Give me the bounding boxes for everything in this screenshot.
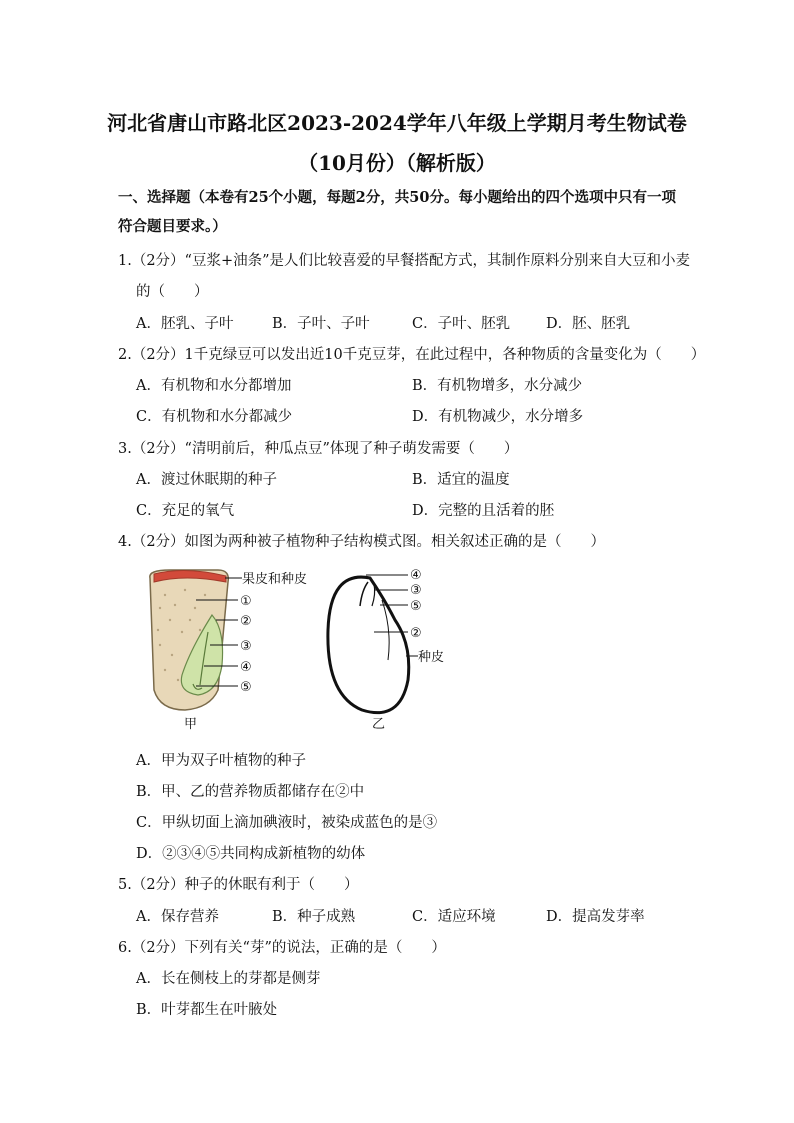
label-yi-2: ② <box>410 626 422 641</box>
q4-option-c[interactable]: C．甲纵切面上滴加碘液时，被染成蓝色的是③ <box>136 815 438 831</box>
q1-option-c[interactable]: C．子叶、胚乳 <box>412 316 511 332</box>
q1-option-b[interactable]: B．子叶、子叶 <box>272 316 370 332</box>
q1-stem-cont: 的（ ） <box>136 284 209 300</box>
label-jia: 甲 <box>184 717 198 732</box>
label-jia-4: ④ <box>240 660 252 675</box>
q2-option-c[interactable]: C．有机物和水分都减少 <box>136 409 293 425</box>
label-yi-4: ④ <box>410 568 422 583</box>
page-title: 河北省唐山市路北区2023-2024学年八年级上学期月考生物试卷 <box>107 111 687 135</box>
q2-option-b[interactable]: B．有机物增多，水分减少 <box>412 378 583 394</box>
q5-option-d[interactable]: D．提高发芽率 <box>546 909 645 925</box>
q4-option-a[interactable]: A．甲为双子叶植物的种子 <box>136 753 306 769</box>
q4-option-d[interactable]: D．②③④⑤共同构成新植物的幼体 <box>136 846 366 862</box>
corn-seed-diagram <box>150 570 242 710</box>
q6-stem: 6.（2分）下列有关“芽”的说法，正确的是（ ） <box>118 940 446 956</box>
q5-stem: 5.（2分）种子的休眠有利于（ ） <box>118 877 359 893</box>
seed-structure-figure <box>130 560 460 740</box>
q6-option-b[interactable]: B．叶芽都生在叶腋处 <box>136 1002 278 1018</box>
bean-seed-diagram <box>328 575 418 713</box>
q3-option-c[interactable]: C．充足的氧气 <box>136 503 235 519</box>
label-yi-5: ⑤ <box>410 599 422 614</box>
q2-stem: 2.（2分）1千克绿豆可以发出近10千克豆芽，在此过程中，各种物质的含量变化为（ ） <box>118 347 706 363</box>
section-heading-cont: 符合题目要求。） <box>118 218 227 235</box>
q3-option-d[interactable]: D．完整的且活着的胚 <box>412 503 555 519</box>
q2-option-d[interactable]: D．有机物减少，水分增多 <box>412 409 584 425</box>
label-jia-2: ② <box>240 614 252 629</box>
label-jia-1: ① <box>240 594 252 609</box>
q4-stem: 4.（2分）如图为两种被子植物种子结构模式图。相关叙述正确的是（ ） <box>118 534 606 550</box>
q3-stem: 3.（2分）“清明前后，种瓜点豆”体现了种子萌发需要（ ） <box>118 441 519 457</box>
label-yi: 乙 <box>372 717 386 732</box>
q1-option-a[interactable]: A．胚乳、子叶 <box>136 316 234 332</box>
label-jia-5: ⑤ <box>240 680 252 695</box>
q4-option-b[interactable]: B．甲、乙的营养物质都储存在②中 <box>136 784 365 800</box>
label-yi-3: ③ <box>410 583 422 598</box>
q6-option-a[interactable]: A．长在侧枝上的芽都是侧芽 <box>136 971 321 987</box>
q3-option-a[interactable]: A．渡过休眠期的种子 <box>136 472 277 488</box>
q5-option-b[interactable]: B．种子成熟 <box>272 909 356 925</box>
q5-option-a[interactable]: A．保存营养 <box>136 909 219 925</box>
label-seed-coat: 种皮 <box>418 650 445 665</box>
q5-option-c[interactable]: C．适应环境 <box>412 909 496 925</box>
q2-option-a[interactable]: A．有机物和水分都增加 <box>136 378 292 394</box>
page-subtitle: （10月份）（解析版） <box>298 151 496 175</box>
section-heading: 一、选择题（本卷有25个小题，每题2分，共50分。每小题给出的四个选项中只有一项 <box>118 189 676 206</box>
label-pericarp: 果皮和种皮 <box>242 572 308 587</box>
q3-option-b[interactable]: B．适宜的温度 <box>412 472 510 488</box>
q1-stem: 1.（2分）“豆浆+油条”是人们比较喜爱的早餐搭配方式，其制作原料分别来自大豆和小麦 <box>118 253 691 269</box>
label-jia-3: ③ <box>240 639 252 654</box>
q1-option-d[interactable]: D．胚、胚乳 <box>546 316 631 332</box>
